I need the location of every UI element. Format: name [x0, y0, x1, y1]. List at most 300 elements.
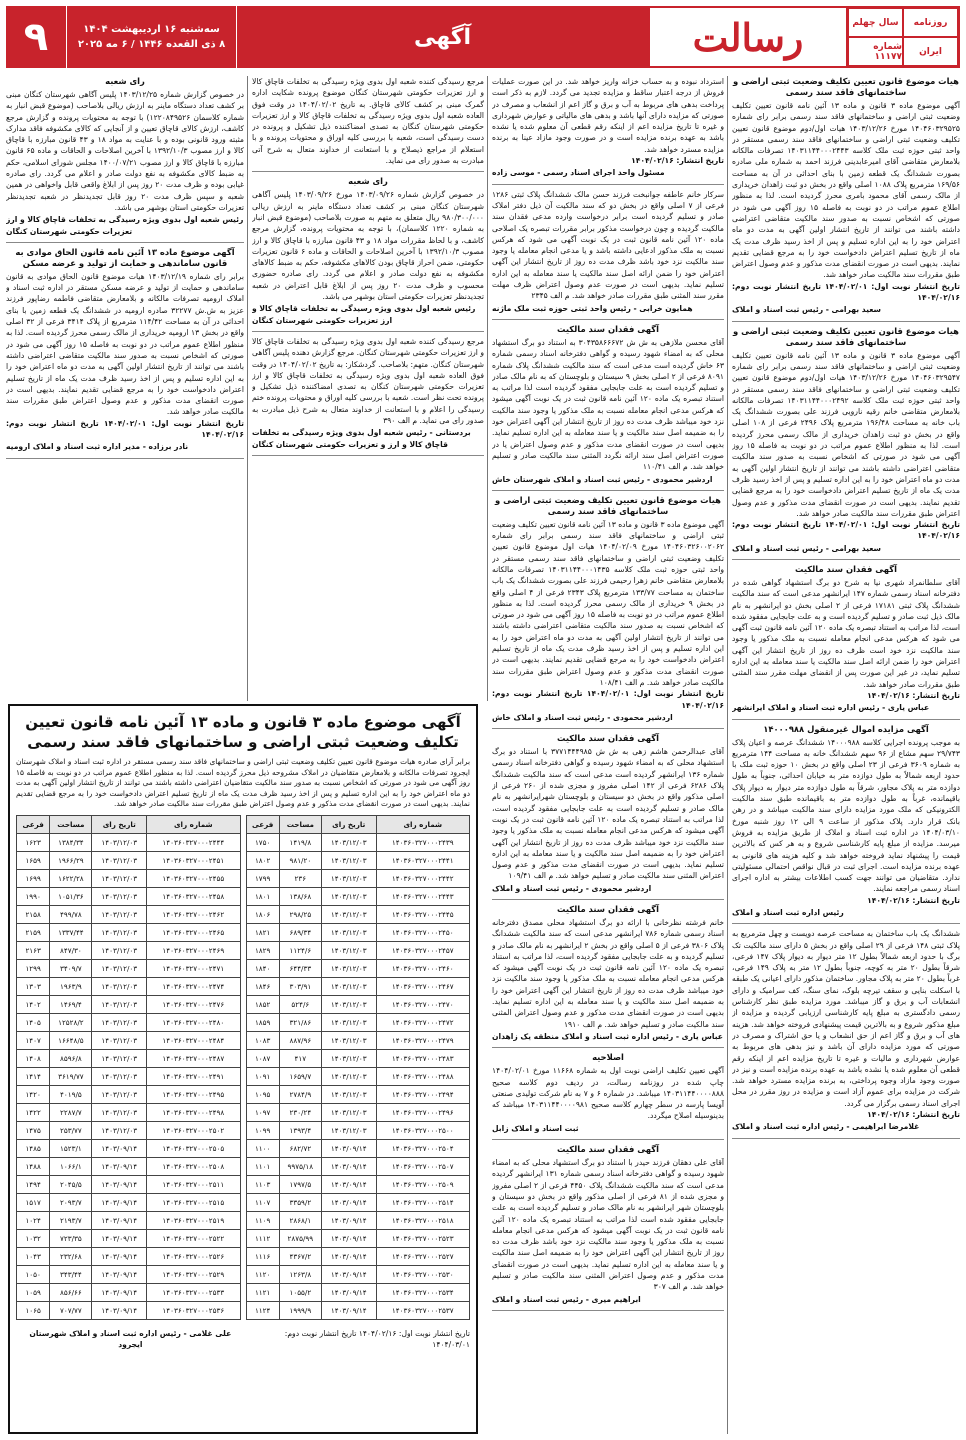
table-cell: ۱۴۰۳/۰۹/۱۴ — [92, 1301, 147, 1319]
table-gap — [240, 977, 246, 995]
table-cell: ۱۸۰۶ — [246, 905, 279, 923]
notice — [492, 76, 724, 179]
table-cell: ۸۵۶/۶۶ — [50, 1283, 92, 1301]
notice-body: مرجع رسیدگی کننده شعبه اول بدوی ویژه رسیدگی به تخلفات قاچاق کالا و ارز تعزیرات حکومتی شهرستان کنگان موضوع پرونده شکایت اداره گمرک مبنی بر کشف کالای قاچاق. به تاریخ ۱۴۰۴/۰۲/۰۲ در وقت فوق العاده شعبه اول بدوی ویژه رسیدگی به تخلفات قاچاق کالا و ارز تعزیرات حکومتی شهرستان کنگان به تصدی امضاکننده ذیل تشکیل و پرونده در دست رسیدگی است، شعبه با بررسی کلیه اوراق و محتویات پرونده و با استعلام از مراجع ذیصلاح و با استعانت از خداوند متعال به شرح آتی مبادرت به صدور رای می نماید. — [252, 77, 484, 166]
table-cell: ۱۹۶۶/۲۹ — [50, 851, 92, 869]
table-gap — [240, 887, 246, 905]
col-header: مساحت — [50, 815, 92, 833]
table-cell: ۱۴۰۳۶۰۳۲۷۰۰۰۲۴۳۹ — [376, 833, 469, 851]
table-cell: ۱۱۲۴/۶ — [279, 941, 321, 959]
table-cell: ۱۸۲۹ — [246, 941, 279, 959]
notice-body: آقای محسن ملازهی به ش ش ۳۰۴۳۵۸۶۶۶۷۲ به استناد دو برگ استشهاد محلی که به امضاء شهود رسیده و گواهی دفترخانه اسناد رسمی شماره ۶۳ خاش گردیده است مدعی است که سند مالکیت ششدانگ پلاک شماره ۸۰۹۱ فرعی از ۲ اصلی بخش ۹ سیستان و بلوچستان که به نام مالک صادر و تسلیم گردیده است به علت جابجایی مفقود گردیده است لذا مراتب به استناد تبصره یک ماده ۱۲۰ آئین نامه قانون ثبت در یک نوبت آگهی میشود که هرکس مدعی انجام معامله نسبت به ملک مذکور یا وجود سند مالکیت نزد خود میباشد ظرف مدت ده روز از تاریخ انتشار این آگهی اعتراض خود را به ضمیمه اصل سند مالکیت و یا سند معامله به این اداره تسلیم نماید. بدیهی است در صورت انقضای مدت مذکور و عدم وصول اعتراض یا در صورت اعتراض اصل سند ارائه نگردد المثنی سند مالکیت صادر و تسلیم خواهد شد. م الف ۱۱۰/۴۱ — [492, 337, 724, 472]
table-cell: ۱۴۰۳۶۰۳۲۷۰۰۰۲۵۱۹ — [147, 1211, 240, 1229]
notice — [492, 189, 724, 314]
table-cell: ۱۴۰۳/۱۲/۰۳ — [321, 923, 376, 941]
notice-signature: نادر برزاده - مدیر اداره ثبت اسناد و املاک ارومیه — [6, 442, 189, 452]
notice-body: آگهی موضوع ماده ۳ قانون و ماده ۱۳ آئین نامه قانون تعیین تکلیف وضعیت ثبتی اراضی و ساختمانهای فاقد سند رسمی برابر رای شماره ۱۴۰۴۶۰۳۲۹۵۴۷ مورخ ۱۴۰۳/۱۲/۲۶ هیات اول/دوم موضوع قانون تعیین تکلیف وضعیت ثبتی اراضی و ساختمانهای فاقد سند رسمی مستقر در واحد ثبتی حوزه ثبت ملک کلاسه ۱۴۰۳۱۱۴۴۰۰۰۲۴۹۲ تصرفات مالکانه بلامعارض متقاضی خانم رقیه نارویی فرزند علی بصورت ششدانگ یک باب خانه به مساحت ۱۹۶/۴۸ مترمربع پلاک ۲۴۹۶ فرعی از ۱۰۸ اصلی واقع در بخش دو ثبت زاهدان خریداری از مالک رسمی محرز گردیده است. لذا به منظور اطلاع عموم مراتب در دو نوبت به فاصله ۱۵ روز آگهی می شود در صورتی که اشخاص نسبت به صدور سند مالکیت متقاضی اعتراضی داشته باشند می توانند از تاریخ انتشار اولین آگهی به مدت دو ماه اعتراض خود را به این اداره تسلیم و پس از اخذ رسید ظرف مدت یک ماه از تاریخ تسلیم اعتراض دادخواست خود را به مرجع قضایی تقدیم نمایند. بدیهی است در صورت انقضای مدت مذکور و عدم وصول اعتراض طبق مقررات سند مالکیت صادر خواهد شد. — [732, 350, 960, 518]
table-cell: ۱۷۹۷/۵ — [279, 1175, 321, 1193]
notice — [492, 733, 724, 894]
table-cell: ۱۴۰۳۶۰۳۲۷۰۰۰۲۴۸۸ — [376, 1067, 469, 1085]
table-cell: ۱۰۸۳ — [246, 1031, 279, 1049]
table-cell: ۶۸۹/۳۴ — [279, 923, 321, 941]
notice-separator — [492, 1139, 724, 1140]
notice — [492, 904, 724, 1042]
table-cell: ۱۴۰۳۶۰۳۲۷۰۰۰۲۵۳۳ — [147, 1283, 240, 1301]
table-cell: ۱۴۰۳۶۰۳۲۷۰۰۰۲۵۳۴ — [376, 1283, 469, 1301]
table-cell: ۱۴۰۳۶۰۳۲۷۰۰۰۲۴۸۳ — [376, 1049, 469, 1067]
table-cell: ۱۰۵۵/۲ — [279, 1283, 321, 1301]
table-cell: ۱۰۲۴ — [17, 1211, 50, 1229]
notice-body: آگهی موضوع ماده ۳ قانون و ماده ۱۳ آئین نامه قانون تعیین تکلیف وضعیت ثبتی اراضی و ساختمانهای فاقد سند رسمی برابر رای شماره ۱۴۰۴۶۰۳۲۹۵۲۵ مورخ ۱۴۰۳/۱۲/۲۶ هیات اول/دوم موضوع قانون تعیین تکلیف وضعیت ثبتی اراضی و ساختمانهای فاقد سند رسمی مستقر در واحد ثبتی حوزه ثبت ملک کلاسه ۱۴۰۳۱۱۴۴۰۰۰۲۴۴۳ تصرفات مالکانه بلامعارض متقاضی آقای امیرعابدینی فرزند احمد به شماره ملی صادره بصورت ششدانگ یک قطعه زمین با بنای احداثی در آن به مساحت ۱۶۹/۵۶ مترمربع پلاک ۱۰۸۸ اصلی واقع در بخش دو ثبت زاهدان خریداری از مالک رسمی آقای محمود بامری محرز گردیده است. لذا به منظور اطلاع عموم مراتب در دو نوبت به فاصله ۱۵ روز آگهی می شود در صورتی که اشخاص نسبت به صدور سند مالکیت متقاضی اعتراضی داشته باشند می توانند از تاریخ انتشار اولین آگهی به مدت دو ماه اعتراض خود را به این اداره تسلیم و پس از اخذ رسید ظرف مدت یک ماه از تاریخ تسلیم اعتراض دادخواست خود را به مرجع قضایی تقدیم نمایند. بدیهی است در صورت انقضای مدت مذکور و عدم وصول اعتراض طبق مقررات سند مالکیت صادر خواهد شد. — [732, 101, 960, 280]
table-cell: ۱۴۰۳/۰۹/۱۴ — [92, 1139, 147, 1157]
table-cell: ۱۶۲۳ — [17, 833, 50, 851]
table-cell: ۱۴۰۳۶۰۳۲۷۰۰۰۲۴۸۰ — [147, 1013, 240, 1031]
table-cell: ۱۴۰۸ — [17, 1049, 50, 1067]
table-cell: ۲۱۵۹ — [17, 923, 50, 941]
table-cell: ۱۴۰۳/۱۲/۰۳ — [321, 869, 376, 887]
table-cell: ۱۴۰۳۶۰۳۲۷۰۰۰۲۴۸۷ — [147, 1049, 240, 1067]
table-cell: ۱۰۹۷ — [246, 1103, 279, 1121]
table-cell: ۱۴۰۳۶۰۳۲۷۰۰۰۲۵۱۵ — [147, 1193, 240, 1211]
table-cell: ۱۴۰۳۶۰۳۲۷۰۰۰۲۴۶۵ — [147, 923, 240, 941]
table-cell: ۱۴۰۳/۱۲/۰۳ — [321, 887, 376, 905]
table-cell: ۱۸۲۱ — [246, 923, 279, 941]
column-2 — [492, 76, 724, 1434]
table-cell: ۱۴۰۳/۱۲/۰۳ — [92, 1031, 147, 1049]
table-cell: ۱۴۰۳/۰۹/۱۴ — [92, 1193, 147, 1211]
notice-publication-date: تاریخ انتشار نوبت اول: ۱۴۰۴/۰۲/۰۱ تاریخ انتشار نوبت دوم: ۱۴۰۴/۰۲/۱۶ — [492, 689, 724, 710]
newspaper-logo — [648, 6, 848, 68]
table-cell: ۶۴۴/۳۳ — [279, 959, 321, 977]
table-cell: ۱۴۰۳/۰۹/۱۴ — [321, 1139, 376, 1157]
notice-separator — [492, 1310, 724, 1311]
box-signature: علی غلامی - رئیس اداره ثبت اسناد و املاک شهرستان ایجرود — [29, 1328, 232, 1349]
table-cell: ۱۴۰۳۶۰۳۲۷۰۰۰۲۵۳۰ — [376, 1265, 469, 1283]
table-cell: ۱۶۲۲/۲۸ — [50, 869, 92, 887]
table-cell: ۱۴۰۳/۰۹/۱۴ — [321, 1229, 376, 1247]
table-gap — [240, 941, 246, 959]
table-cell: ۱۴۲۰ — [17, 1085, 50, 1103]
table-gap — [240, 1139, 246, 1157]
table-cell: ۱۴۰۳۶۰۳۲۷۰۰۰۲۴۹۱ — [147, 1067, 240, 1085]
notice-signature: بردستانی - رئیس شعبه اول بدوی ویژه رسیدگی به تخلفات قاچاق کالا و ارز و تعزیرات حکومتی شهرستان کنگان — [252, 428, 471, 449]
table-cell: ۱۴۰۳۶۰۳۲۷۰۰۰۲۴۴۵ — [376, 905, 469, 923]
date-line-2: ۸ ذی القعده ۱۴۴۶ / ۶ مه ۲۰۲۵ — [77, 39, 226, 50]
table-cell: ۱۴۰۳۶۰۳۲۷۰۰۰۲۴۷۲ — [376, 1013, 469, 1031]
notice-separator — [252, 455, 484, 456]
notice-title: هیات موضوع قانون تعیین تکلیف وضعیت ثبتی اراضی و ساختمانهای فاقد سند رسمی — [733, 325, 959, 347]
table-row — [17, 851, 470, 869]
table-row — [17, 887, 470, 905]
table-cell: ۱۴۰۳/۱۲/۰۳ — [321, 1049, 376, 1067]
col-header: فرعی — [246, 815, 279, 833]
table-cell: ۱۴۰۳/۰۹/۱۴ — [321, 1157, 376, 1175]
table-cell: ۱۹۹۹/۹ — [279, 1301, 321, 1319]
table-cell: ۱۰۳۲ — [17, 1229, 50, 1247]
table-row — [17, 1265, 470, 1283]
notice-signature: ثبت اسناد و املاک زابل — [492, 1123, 579, 1133]
table-cell: ۱۰۹۹ — [246, 1121, 279, 1139]
table-cell: ۲۱۹۳/۷ — [50, 1211, 92, 1229]
table-cell: ۱۵۱۷ — [17, 1193, 50, 1211]
notice-publication-date: تاریخ انتشار نوبت اول: ۱۴۰۴/۰۲/۰۱ تاریخ انتشار نوبت دوم: ۱۴۰۴/۰۲/۱۶ — [732, 520, 960, 541]
table-row — [17, 1301, 470, 1319]
notice — [6, 76, 244, 237]
notice-body: استرداد نبوده و به حساب خزانه واریز خواهد شد. در این صورت عملیات فروش از درجه اعتبار ساقط و مزایده تجدید می گردد. لازم به ذکر است پرداخت بدهی های مربوط به آب و برق و گاز اعم از انشعاب و مصرف در صورتی که مزایده دارای آنها باشد و بدهی های مالیاتی و عوارض شهرداری و غیره تا تاریخ مزایده اعم از اینکه رقم قطعی آن معلوم شده یا نشده باشد به عهده برنده مزایده است و در صورت وجود مازاد عینا به برنده مزایده مسترد خواهد شد. — [492, 77, 724, 154]
table-cell: ۱۴۰۳/۱۲/۰۳ — [92, 995, 147, 1013]
logo-text: رسالت — [692, 14, 804, 60]
table-cell: ۳۰۳/۹۱ — [279, 977, 321, 995]
table-cell: ۱۴۰۳۶۰۳۲۷۰۰۰۲۴۷۴ — [147, 977, 240, 995]
table-cell: ۱۱۰۳ — [246, 1175, 279, 1193]
table-cell: ۹۸۱/۲۰ — [279, 851, 321, 869]
table-cell: ۱۲۶۳/۸ — [279, 1265, 321, 1283]
table-cell: ۱۴۰۳/۱۲/۰۳ — [92, 923, 147, 941]
table-cell: ۱۴۰۳/۰۹/۱۴ — [321, 1265, 376, 1283]
notice-signature: رئیس اداره ثبت اسناد و املاک — [732, 908, 844, 917]
table-gap — [240, 1049, 246, 1067]
table-cell: ۱۴۰۳۶۰۳۲۷۰۰۰۲۵۰۲ — [147, 1121, 240, 1139]
table-cell: ۱۴۰۳/۱۲/۰۳ — [321, 905, 376, 923]
table-cell: ۱۴۰۳/۱۲/۰۳ — [92, 869, 147, 887]
table-row — [17, 1103, 470, 1121]
table-cell: ۱۴۰۳/۰۹/۱۴ — [92, 1211, 147, 1229]
notice-title: آگهی فقدان سند مالکیت — [557, 904, 659, 914]
table-gap — [240, 851, 246, 869]
notice-signature: اردشیر محمودی - رئیس ثبت اسناد و املاک — [492, 883, 652, 893]
notice-separator — [492, 490, 724, 491]
table-gap — [240, 1067, 246, 1085]
table-cell: ۲۳۶ — [279, 869, 321, 887]
table-cell: ۱۰۴۳ — [17, 1247, 50, 1265]
notice — [252, 176, 484, 326]
table-gap — [240, 1175, 246, 1193]
table-cell: ۱۴۰۳۶۰۳۲۷۰۰۰۲۴۴۱ — [376, 851, 469, 869]
info-cell: ایران — [903, 37, 958, 66]
table-cell: ۱۶۵۹/۷ — [279, 1067, 321, 1085]
table-cell: ۳۶۱۹/۷۷ — [50, 1067, 92, 1085]
table-cell: ۱۶۵۹ — [17, 851, 50, 869]
table-row — [17, 1121, 470, 1139]
table-cell: ۱۴۰۳۶۰۳۲۷۰۰۰۲۴۹۶ — [376, 1103, 469, 1121]
notice-separator — [492, 728, 724, 729]
notice-signature: مسئول واحد اجرای اسناد رسمی - موسی زاده — [492, 168, 665, 178]
table-row — [17, 1157, 470, 1175]
notice-title: آگهی فقدان سند مالکیت — [557, 1144, 659, 1155]
table-cell: ۱۳۹۳/۴ — [279, 1121, 321, 1139]
table-cell: ۱۴۶۹/۴ — [50, 995, 92, 1013]
column-divider — [487, 76, 488, 701]
table-cell: ۲۰۹۳/۷ — [50, 1193, 92, 1211]
table-cell: ۱۴۰۳/۱۲/۰۳ — [321, 959, 376, 977]
notice-separator — [492, 184, 724, 185]
table-cell: ۱۴۰۳۶۰۳۲۷۰۰۰۲۵۱۱ — [147, 1175, 240, 1193]
table-cell: ۱۴۰۳۶۰۳۲۷۰۰۰۲۵۲۷ — [376, 1247, 469, 1265]
table-row — [17, 1049, 470, 1067]
notice-separator — [6, 458, 244, 459]
notice-signature: غلامرضا ابراهیمی - رئیس اداره ثبت اسناد و املاک — [732, 1122, 920, 1132]
table-row — [17, 1193, 470, 1211]
table-cell: ۱۱۱۶ — [246, 1247, 279, 1265]
table-gap — [240, 1121, 246, 1139]
notice-separator — [252, 171, 484, 172]
table-cell: ۲۵۳/۷۷ — [50, 1121, 92, 1139]
notice-body: خانم فرشته نظرخانی با ارائه دو برگ استشهاد محلی مصدق دفترخانه اسناد رسمی شماره ۷۸۶ ایرانشهر مدعی است که سند مالکیت ششدانگ پلاک ۳۸۰۶ فرعی از ۵ اصلی واقع در بخش ۲ ایرانشهر به نام مالک صادر و تسلیم گردیده و به علت جابجایی مفقود گردیده است، لذا مراتب به استناد تبصره یک ماده ۱۲۰ آئین نامه قانون ثبت در یک نوبت آگهی میشود که هرکس مدعی انجام معامله نسبت به ملک مذکور یا وجود سند مالکیت نزد خود میباشد ظرف مدت ده روز از تاریخ انتشار این آگهی اعتراض خود را به ضمیمه اصل سند مالکیت و یا سند معامله به این اداره تسلیم نماید. بدیهی است در صورت انقضای مدت مذکور و عدم وصول اعتراض المثنی سند مالکیت صادر و تسلیم خواهد شد. م الف ۱۹۱۰ — [492, 918, 724, 1029]
notice-body: ششدانگ یک باب ساختمان به مساحت عرصه دویست و چهل مترمربع به پلاک ثبتی ۱۴۸ فرعی از ۲۹ اصلی واقع در بخش ۵ دارای سند مالکیت تک برگ با حدود اربعه شمالاً بطول ۱۲ متر دیوار به دیوار پلاک ۱۴۷ فرعی، شرقاً بطول ۲۰ متر به کوچه، جنوباً بطول ۱۲ متر به پلاک ۱۴۹ فرعی، غرباً بطول ۲۰ متر به پلاک مجاور. ساختمان مذکور دارای اعیانی یک طبقه با اسکلت بنایی و سقف تیرچه بلوک، نمای سنگ، کف سرامیک و دارای انشعابات آب و برق و گاز میباشد. مورد مزایده طبق نظر کارشناس رسمی دادگستری به مبلغ پایه کارشناسی ارزیابی گردیده و مزایده از مبلغ مذکور شروع و به بالاترین قیمت پیشنهادی فروخته خواهد شد. هزینه های آب و برق و گاز اعم از حق انشعاب و یا حق اشتراک و مصرف در صورتی که مورد مزایده دارای آن باشد و نیز بدهی های مربوط به عوارض شهرداری و مالیات و غیره تا تاریخ مزایده اعم از اینکه رقم قطعی آن معلوم شده یا نشده باشد به عهده برنده مزایده است و نیز در صورت وجود مازاد وجوه پرداختی، به برنده مزایده مسترد خواهد شد. شرکت در مزایده برای عموم آزاد است و مزایده در روز مقرر در محل اجرای اسناد رسمی برگزار می گردد. — [732, 929, 960, 1108]
table-cell: ۱۴۰۳/۱۲/۰۳ — [321, 1067, 376, 1085]
notice — [6, 247, 244, 453]
table-cell: ۱۱۰۹ — [246, 1211, 279, 1229]
table-cell: ۱۹۶۳/۹ — [50, 977, 92, 995]
table-row — [17, 869, 470, 887]
notice-body: در خصوص گزارش شماره ۱۴۰۳/۱۲/۲۵ پلیس آگاهی شهرستان کنگان مبنی بر کشف تعداد دستگاه ماینر به ارزش ریالی بلاصاحب (موضوع قبض انبار به شماره کلاسمان ۱۲۲۰۸۴۹۵۲۶) با توجه به محتویات پرونده و گزارش مرجع کاشف، ارزش کالای قاچاق تعیین و از آنجایی که کالای مکشوفه فاقد مدارک مثبته ورود قانونی بوده و با عنایت به مواد ۱۸ و ۴۳ قانون مبارزه با قاچاق کالا و ارز مصوب ۱۳۹۲/۱۰/۳ با آخرین اصلاحات و الحاقات و ماده ۶۵ قانون مبارزه با قاچاق کالا و ارز مصوب ۱۴۰۰/۰۷/۲۱ مجلس شورای اسلامی، حکم به ضبط کالای مکشوفه به نفع دولت صادر و اعلام می گردد. رای صادره غیابی بوده و ظرف مدت ۲۰ روز پس از ابلاغ واقعی قابل واخواهی در همین شعبه و سپس ظرف مدت ۲۰ روز قابل تجدیدنظر در شعبه تجدیدنظر تعزیرات حکومتی استان بوشهر می باشد. — [6, 90, 244, 212]
notice — [492, 324, 724, 485]
notice-body: آقای عبدالرحمن هاشم زهی به ش ش ۳۷۷۱۴۴۴۹۸۵ با استناد دو برگ استشهاد محلی که به امضاء شهود رسیده و گواهی دفترخانه اسناد رسمی شماره ۱۳۶ ایرانشهر گردیده است مدعی است که سند مالکیت ششدانگ پلاک ۶۲۸۶ فرعی از ۱۴۲ اصلی مفروز و مجزی شده از ۲۶۰ فرعی از اصلی مذکور واقع در بخش دو سیستان و بلوچستان شهرایرانشهر به نام مالک صادر و تسلیم گردیده است به علت جابجایی مفقود گردیده است، لذا مراتب به استناد تبصره یک ماده ۱۲۰ آئین نامه قانون ثبت در یک نوبت آگهی میشود که هرکس مدعی انجام معامله نسبت به ملک مذکور یا وجود سند مالکیت نزد خود میباشد ظرف مدت ده روز از تاریخ انتشار این آگهی اعتراض خود را به ضمیمه اصل سند مالکیت و یا سند معامله به این اداره تسلیم نماید. بدیهی است در صورت انقضای مدت مذکور و عدم وصول اعتراض المثنی سند مالکیت صادر و تسلیم خواهد شد. م الف ۱۰۹/۴۱ — [492, 747, 724, 881]
notice-title: هیات موضوع قانون تعیین تکلیف وضعیت ثبتی اراضی و ساختمانهای فاقد سند رسمی — [733, 76, 959, 97]
rulings-table — [16, 815, 470, 1320]
notice-body: به موجب پرونده اجرایی کلاسه ۱۴۰۰۰۹۸۸ ششدانگ عرصه و اعیان پلاک ۲۹/۷۴۳ سهم مشاع از ۹۶ سهم ششدانگ خانه به مساحت ۱۴۴ مترمربع به شماره ۳۶۰۹ فرعی از ۲۳ اصلی واقع در بخش ۱۰ حوزه ثبت ملک با حدود اربعه شمالاً به طول دوازده متر به خیابان احداثی، جنوباً به طول دوازده متر به پلاک مجاور، شرقاً به طول دوازده متر دیوار به دیوار پلاک باقیمانده، غرباً به طول دوازده متر به باقیمانده طبق سند مالکیت الکترونیکی که ملک مورد مزایده دارای سند مالکیت میباشد و در رهن بانک قرار دارد. پلاک مذکور از ساعت ۹ الی ۱۲ روز شنبه مورخ ۱۴۰۴/۰۳/۱۰ در اداره ثبت اسناد و املاک از طریق مزایده به فروش میرسد. مزایده از مبلغ پایه کارشناسی شروع و به هر کس که بالاترین قیمت را پیشنهاد نماید فروخته خواهد شد و کلیه هزینه های قانونی به عهده برنده مزایده است. اجرای ثبت در قبال نواقص احتمالی مسئولیتی ندارد. متقاضیان می توانند جهت کسب اطلاعات بیشتر به اداره اجرای اسناد رسمی مراجعه نمایند. — [732, 737, 960, 894]
table-cell: ۱۴۰۳/۱۲/۰۳ — [92, 1013, 147, 1031]
notice-separator — [732, 321, 960, 322]
table-cell: ۷۲۳/۳۵ — [50, 1229, 92, 1247]
table-cell: ۱۱۲۱ — [246, 1283, 279, 1301]
table-cell: ۱۸۵۲ — [246, 995, 279, 1013]
table-cell: ۱۴۰۳/۱۲/۰۳ — [92, 1085, 147, 1103]
notice-separator — [732, 719, 960, 720]
table-cell: ۱۴۰۳۶۰۳۲۷۰۰۰۲۴۵۰ — [376, 923, 469, 941]
table-cell: ۱۴۰۳/۱۲/۰۳ — [92, 833, 147, 851]
table-cell: ۱۴۰۵ — [17, 1013, 50, 1031]
table-cell: ۱۱۲۰ — [246, 1265, 279, 1283]
table-cell: ۱۴۰۳۶۰۳۲۷۰۰۰۲۴۵۱ — [147, 851, 240, 869]
table-cell: ۱۴۲۲ — [17, 1103, 50, 1121]
table-cell: ۴۰۱۹/۵ — [50, 1085, 92, 1103]
table-cell: ۱۶۹۹ — [17, 869, 50, 887]
table-gap — [240, 1013, 246, 1031]
table-cell: ۴۹۹/۷۸ — [50, 905, 92, 923]
table-gap — [240, 1211, 246, 1229]
table-cell: ۲۱۵۸ — [17, 905, 50, 923]
table-cell: ۱۴۰۳۶۰۳۲۷۰۰۰۲۴۷۱ — [147, 959, 240, 977]
notice-signature: همایون خرابی - رئیس واحد ثبتی حوزه ثبت ملک ماژنه — [492, 303, 693, 313]
table-cell: ۱۷۵۰ — [246, 833, 279, 851]
table-cell: ۸۵۹۶/۸ — [50, 1049, 92, 1067]
table-cell: ۱۴۰۳۶۰۳۲۷۰۰۰۲۵۲۶ — [147, 1247, 240, 1265]
table-cell: ۱۴۰۳۶۰۳۲۷۰۰۰۲۵۱۴ — [376, 1193, 469, 1211]
table-cell: ۱۴۰۳/۱۲/۰۳ — [92, 851, 147, 869]
notice-title: آگهی مزایده اموال غیرمنقول ۱۴۰۰۰۹۸۸ — [763, 723, 929, 734]
notice-publication-date: تاریخ انتشار نوبت اول: ۱۴۰۴/۰۲/۰۱ تاریخ انتشار نوبت دوم: ۱۴۰۴/۰۲/۱۶ — [732, 281, 960, 303]
info-cell: شماره ۱۱۱۷۷ — [848, 37, 903, 66]
table-cell: ۱۰۹۵ — [246, 1085, 279, 1103]
table-cell: ۱۴۰۳/۰۹/۱۴ — [321, 1193, 376, 1211]
table-cell: ۱۴۰۳/۱۲/۰۳ — [92, 977, 147, 995]
table-cell: ۱۴۰۳۶۰۳۲۷۰۰۰۲۴۹۴ — [376, 1085, 469, 1103]
land-registry-ad-box — [8, 704, 478, 1434]
notice-body: آگهی موضوع ماده ۳ قانون و ماده ۱۳ آئین نامه قانون تعیین تکلیف وضعیت ثبتی اراضی و ساختمانهای فاقد سند رسمی برابر رای شماره ۱۴۰۴۶۰۳۲۶۰۰۲۰۶۲ مورخ ۱۴۰۴/۰۲/۰۹ هیات اول موضوع قانون تعیین تکلیف وضعیت ثبتی اراضی و ساختمانهای فاقد سند رسمی مستقر در واحد ثبتی حوزه ثبت ملک کلاسه ۱۴۰۳۱۱۴۴۰۰۰۱۴۳۵ تصرفات مالکانه بلامعارض متقاضی خانم زهرا رحیمی فرزند علی بصورت ششدانگ یک باب ساختمان به مساحت ۱۳۳/۷۷ مترمربع پلاک ۲۳۴۳ فرعی از ۴ اصلی واقع در بخش ۹ خریداری از مالک رسمی محرز گردیده است. لذا به منظور اطلاع عموم مراتب در دو نوبت به فاصله ۱۵ روز آگهی می شود در صورتی که اشخاص نسبت به صدور سند مالکیت متقاضی اعتراضی داشته باشند می توانند از تاریخ انتشار اولین آگهی به مدت دو ماه اعتراض خود را به این اداره تسلیم و پس از اخذ رسید ظرف مدت یک ماه از تاریخ تسلیم اعتراض دادخواست خود را به مرجع قضایی تقدیم نمایند. بدیهی است در صورت انقضای مدت مذکور و عدم وصول اعتراض طبق مقررات سند مالکیت صادر خواهد شد. م الف ۱۰۸/۴۱ — [492, 519, 724, 687]
column-1 — [732, 76, 960, 1434]
table-cell: ۱۲۵۲۸/۲ — [50, 1013, 92, 1031]
box-title: آگهی موضوع ماده ۳ قانون و ماده ۱۳ آئین نامه قانون تعیین تکلیف وضعیت ثبتی اراضی و ساختمانهای فاقد سند رسمی — [25, 713, 461, 751]
table-cell: ۱۳۸۴/۳۴ — [50, 833, 92, 851]
table-cell: ۱۴۰۳/۰۹/۱۴ — [92, 1247, 147, 1265]
table-cell: ۱۴۰۳/۰۹/۱۴ — [92, 1283, 147, 1301]
section-title: آگهی — [413, 24, 472, 50]
table-cell: ۱۴۰۳/۱۲/۰۳ — [321, 941, 376, 959]
table-cell: ۱۴۰۳/۱۲/۰۳ — [321, 851, 376, 869]
notice-title: آگهی فقدان سند مالکیت — [557, 323, 659, 334]
notice-title: رای شعبه — [348, 176, 388, 187]
table-row — [17, 1139, 470, 1157]
table-gap — [240, 1103, 246, 1121]
notice-signature: اردشیر محمودی - رئیس ثبت اسناد و املاک شهرستان خاش — [492, 474, 713, 484]
table-cell: ۱۱۱۲ — [246, 1229, 279, 1247]
table-cell: ۱۴۰۳/۰۹/۱۴ — [92, 1175, 147, 1193]
table-cell: ۱۴۰۳/۰۹/۱۴ — [321, 1247, 376, 1265]
notice-body: برابر رای شماره ۱۴۰۳/۱۲/۱۹ هیات موضوع قانون الحاق موادی به قانون ساماندهی و حمایت از تولید و عرضه مسکن مستقر در اداره ثبت اسناد و املاک ارومیه تصرفات مالکانه و بلامعارض متقاضی فاطمه رضاپور فرزند عزیز به ش.ش ۳۲۲۷۷ صادره ارومیه در ششدانگ یک قطعه زمین با بنای احداثی در آن به مساحت ۱۱۴/۴۲ مترمربع از پلاک ۳۴۱۴ فرعی از ۳۲ اصلی واقع در بخش ۱۳ ارومیه خریداری از مالک رسمی محرز گردیده است. لذا به منظور اطلاع عموم مراتب در دو نوبت به فاصله ۱۵ روز آگهی می شود در صورتی که اشخاص نسبت به صدور سند مالکیت متقاضی اعتراضی داشته باشند می توانند از تاریخ انتشار اولین آگهی به مدت دو ماه اعتراض خود را به این اداره تسلیم و پس از اخذ رسید ظرف مدت یک ماه از تاریخ تسلیم اعتراض دادخواست خود را به مرجع قضایی تقدیم نمایند. بدیهی است در صورت انقضای مدت مذکور و عدم وصول اعتراض طبق مقررات سند مالکیت صادر خواهد شد. — [6, 271, 244, 417]
table-cell: ۳۳۵۹/۲ — [279, 1193, 321, 1211]
table-cell: ۱۴۰۲ — [17, 995, 50, 1013]
table-cell: ۱۴۰۳۶۰۳۲۷۰۰۰۲۴۷۹ — [376, 1031, 469, 1049]
notice-signature: اردشیر محمودی - رئیس ثبت اسناد و املاک خاش — [492, 712, 673, 722]
table-gap — [240, 1283, 246, 1301]
table-cell: ۱۴۰۳۶۰۳۲۷۰۰۰۲۴۵۵ — [147, 869, 240, 887]
table-cell: ۱۴۰۳۶۰۳۲۷۰۰۰۲۴۶۲ — [147, 905, 240, 923]
table-cell: ۱۰۵۹ — [17, 1283, 50, 1301]
table-cell: ۱۱۰۷ — [246, 1193, 279, 1211]
table-cell: ۱۴۸۵ — [17, 1139, 50, 1157]
table-cell: ۱۴۰۳/۱۲/۰۳ — [321, 1013, 376, 1031]
table-gap — [240, 1265, 246, 1283]
notice — [252, 336, 484, 450]
notice-signature: ابراهیم میری - رئیس ثبت اسناد و املاک — [492, 1294, 641, 1304]
table-cell: ۱۳۳۷/۴۴ — [50, 923, 92, 941]
notice — [492, 1052, 724, 1134]
table-cell: ۲۷۸۴/۹ — [279, 1085, 321, 1103]
table-gap — [240, 923, 246, 941]
table-cell: ۱۴۰۳/۱۲/۰۳ — [321, 995, 376, 1013]
notice-title: رای شعبه — [105, 76, 145, 86]
table-cell: ۱۴۱۴ — [17, 1067, 50, 1085]
notice-separator — [492, 899, 724, 900]
notice-signature: رئیس شعبه اول بدوی ویژه رسیدگی به تخلفات قاچاق کالا و ارز تعزیرات حکومتی شهرستان کنگان — [252, 304, 476, 325]
table-cell: ۱۹۹۰ — [17, 887, 50, 905]
notice-separator — [732, 559, 960, 560]
date-line-1: سه‌شنبه ۱۶ اردیبهشت ۱۴۰۴ — [83, 24, 220, 35]
col-header: شماره رای — [376, 815, 469, 833]
table-cell: ۱۳۰۳ — [17, 977, 50, 995]
notice-body: در خصوص گزارش شماره ۱۴۰۳/۰۹/۲۶ مورخ ۱۴۰۳/۰۹/۲۶ پلیس آگاهی شهرستان کنگان مبنی بر کشف تعداد دستگاه ماینر به ارزش ریالی ۹۸۰/۳۰۰/۰۰۰ ریال متعلق به متهم به صورت بلاصاحب (موضوع قبض انبار به شماره ۱۲۲۰ کلاسمان)، با توجه به محتویات پرونده، گزارش مرجع کاشف، و با لحاظ مقررات مواد ۱۸ و ۴۳ قانون مبارزه با قاچاق کالا و ارز مصوب ۱۳۹۲/۱۰/۳ با آخرین اصلاحات و الحاقات و ماده ۶ قانون تعزیرات حکومتی، ضمن احراز قاچاق بودن کالاهای مکشوفه، حکم به ضبط کالاهای مکشوفه به نفع دولت صادر و اعلام می گردد. رای صادره حضوری محسوب و ظرف مدت ۲۰ روز پس از ابلاغ قابل اعتراض در شعبه تجدیدنظر تعزیرات حکومتی استان بوشهر می باشد. — [252, 190, 484, 302]
notice-publication-date: تاریخ انتشار: ۱۴۰۴/۰۲/۱۶ — [867, 1110, 960, 1120]
table-cell: ۱۴۰۳۶۰۳۲۷۰۰۰۲۴۵۷ — [376, 941, 469, 959]
table-cell: ۱۴۹۴ — [17, 1175, 50, 1193]
table-cell: ۱۱۰۱ — [246, 1157, 279, 1175]
table-cell: ۲۱۶۳ — [17, 941, 50, 959]
notice — [732, 326, 960, 554]
table-cell: ۱۴۰۳/۱۲/۰۳ — [92, 1049, 147, 1067]
table-cell: ۱۴۰۳۶۰۳۲۷۰۰۰۲۴۷۶ — [147, 995, 240, 1013]
table-row — [17, 1175, 470, 1193]
table-row — [17, 995, 470, 1013]
notice-signature: سعید بهرامی - رئیس ثبت اسناد و املاک — [732, 543, 882, 553]
table-gap — [240, 1247, 246, 1265]
table-cell: ۱۴۰۳/۱۲/۰۳ — [321, 977, 376, 995]
table-cell: ۱۴۰۳۶۰۳۲۷۰۰۰۲۴۸۴ — [147, 1031, 240, 1049]
table-cell: ۱۴۰۳۶۰۳۲۷۰۰۰۲۴۹۸ — [147, 1103, 240, 1121]
col-header: شماره رای — [147, 815, 240, 833]
table-cell: ۱۲۹۹ — [17, 959, 50, 977]
table-cell: ۱۴۰۳۶۰۳۲۷۰۰۰۲۵۲۲ — [147, 1229, 240, 1247]
notice-signature: عباس یاری - رئیس اداره ثبت اسناد و املاک منطقه یک زاهدان — [492, 1031, 723, 1041]
table-cell: ۱۴۰۳/۱۲/۰۳ — [92, 941, 147, 959]
table-cell: ۱۴۸۸ — [17, 1157, 50, 1175]
table-cell: ۱۴۱۹/۸ — [279, 833, 321, 851]
masthead — [6, 6, 960, 68]
table-cell: ۱۳۸/۶۸ — [279, 887, 321, 905]
box-publication-dates: تاریخ انتشار نوبت اول: ۱۴۰۴/۰۲/۱۶ تاریخ انتشار نوبت دوم: ۱۴۰۴/۰۳/۰۱ — [284, 1328, 470, 1349]
table-cell: ۱۴۰۳۶۰۳۲۷۰۰۰۲۴۶۰ — [376, 959, 469, 977]
table-cell: ۱۱۲۴ — [246, 1301, 279, 1319]
table-cell: ۵۲۴/۶ — [279, 995, 321, 1013]
table-row — [17, 1229, 470, 1247]
table-cell: ۱۴۰۳/۱۲/۰۳ — [321, 1121, 376, 1139]
table-cell: ۸۴۷/۳۰ — [50, 941, 92, 959]
table-cell: ۲۲۸۷/۷ — [50, 1103, 92, 1121]
table-cell: ۱۴۰۳۶۰۳۲۷۰۰۰۲۴۶۷ — [376, 977, 469, 995]
col-header: تاریخ رای — [92, 815, 147, 833]
notice — [252, 76, 484, 166]
table-cell: ۱۸۰۱ — [246, 887, 279, 905]
table-row — [17, 1031, 470, 1049]
col-header: فرعی — [17, 815, 50, 833]
column-3 — [252, 76, 484, 701]
table-cell: ۱۴۰۳/۱۲/۰۳ — [92, 1121, 147, 1139]
table-cell: ۴۱۷ — [279, 1049, 321, 1067]
table-cell: ۴۳۶۷/۲ — [279, 1247, 321, 1265]
table-gap — [240, 905, 246, 923]
table-row — [17, 1283, 470, 1301]
info-cell: روزنامه — [903, 8, 958, 37]
table-cell: ۱۴۰۳۶۰۳۲۷۰۰۰۲۵۲۳ — [376, 1229, 469, 1247]
table-cell: ۱۴۰۳/۱۲/۰۳ — [321, 833, 376, 851]
table-cell: ۱۴۰۳/۱۲/۰۳ — [92, 1103, 147, 1121]
table-row — [17, 959, 470, 977]
table-cell: ۱۴۰۳۶۰۳۲۷۰۰۰۲۵۰۰ — [376, 1121, 469, 1139]
table-row — [17, 833, 470, 851]
table-cell: ۲۸۷۵/۹۹ — [279, 1229, 321, 1247]
notice — [732, 76, 960, 316]
table-cell: ۱۴۰۳/۱۲/۰۳ — [92, 1067, 147, 1085]
notice-separator — [732, 923, 960, 924]
table-cell: ۱۸۰۲ — [246, 851, 279, 869]
box-footer — [16, 1328, 470, 1350]
table-cell: ۳۴۰۹/۷ — [50, 959, 92, 977]
table-header-row — [17, 815, 470, 833]
section-banner — [236, 6, 648, 68]
table-row — [17, 1013, 470, 1031]
table-cell: ۶۸۲/۷۲ — [279, 1139, 321, 1157]
notice-separator — [732, 1138, 960, 1139]
table-cell: ۱۴۰۳۶۰۳۲۷۰۰۰۲۵۰۹ — [376, 1175, 469, 1193]
table-cell: ۱۸۴۰ — [246, 959, 279, 977]
table-gap — [240, 1229, 246, 1247]
info-cell: سال چهلم — [848, 8, 903, 37]
table-row — [17, 905, 470, 923]
table-cell: ۸۸۷/۹۶ — [279, 1031, 321, 1049]
table-cell: ۲۹۸/۲۵ — [279, 905, 321, 923]
table-gap — [240, 869, 246, 887]
table-cell: ۱۰۵۱/۳۶ — [50, 887, 92, 905]
